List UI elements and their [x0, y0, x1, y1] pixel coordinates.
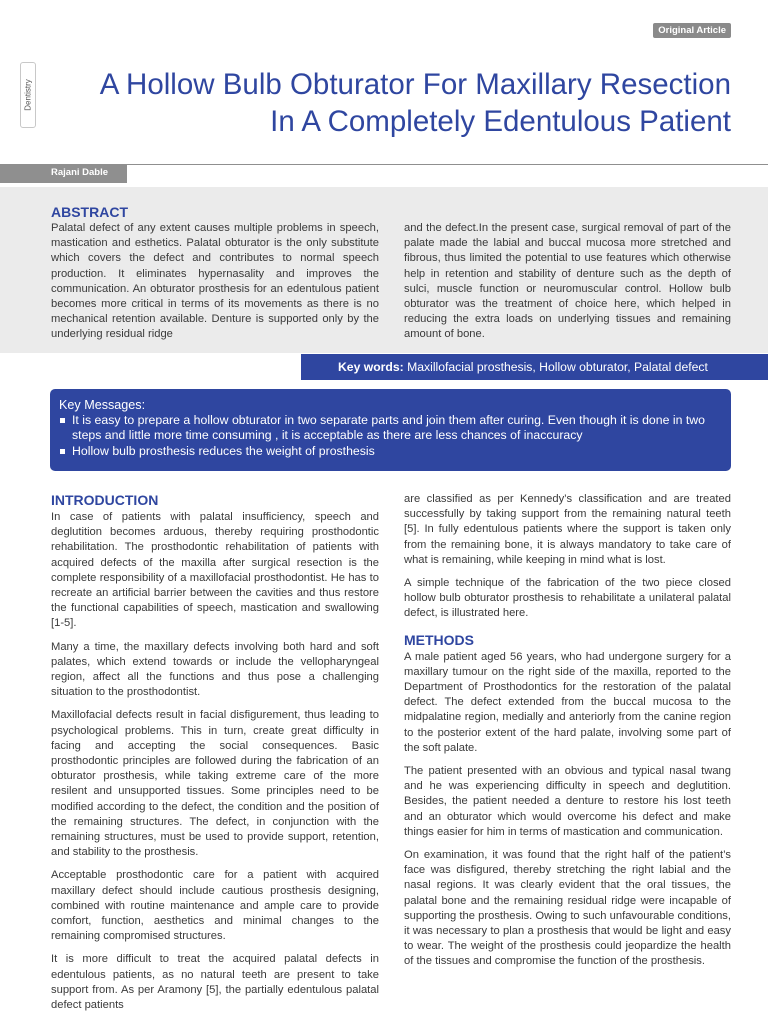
- keywords-label: Key words:: [338, 360, 404, 374]
- body-paragraph: It is more difficult to treat the acquired palatal defects in edentulous patients, as no natural teeth are present to take support from. As per Aramony [5], the partially edentulous palatal defect patients: [51, 953, 379, 1012]
- title-line-1: A Hollow Bulb Obturator For Maxillary Resection: [99, 68, 731, 101]
- body-paragraph: The patient presented with an obvious and typical nasal twang and he was experiencing difficulty in speech and deglutition. Besides, the patient needed a denture to restore his lost teeth and an obturator which would overcome his defect and make things easier for him in terms of mastication and communication.: [404, 765, 731, 838]
- article-title: [50, 66, 731, 140]
- key-message-item: Hollow bulb prosthesis reduces the weight of prosthesis: [59, 444, 719, 459]
- body-paragraph: Acceptable prosthodontic care for a patient with acquired maxillary defect should include cautious prosthesis designing, combined with routine maintenance and ample care to provide comfort, function, aesthetics and minimal changes to the remaining compromised structures.: [51, 869, 379, 943]
- introduction-heading: INTRODUCTION: [51, 492, 159, 508]
- body-paragraph: are classified as per Kennedy’s classification and are treated successfully by taking support from the remaining natural teeth [5]. In fully edentulous patients where the support is taken only from the remaining bone, it is always mandatory to take care of what is remaining, while keeping in mind what is lost.: [404, 493, 731, 566]
- body-paragraph: Many a time, the maxillary defects involving both hard and soft palates, which extend towards or include the vellopharyngeal region, affect all the functions and thus pose a challenging situation to the prosthodontist.: [51, 640, 379, 699]
- abstract-heading: ABSTRACT: [51, 204, 128, 220]
- title-line-2: In A Completely Edentulous Patient: [270, 105, 731, 138]
- body-column-right: [404, 492, 731, 978]
- key-message-item: It is easy to prepare a hollow obturator in two separate parts and join them after curing. Even though it is done in two steps and little more time consuming , it is acceptable as there are less chances of inaccuracy: [59, 413, 719, 444]
- author-bar: [0, 164, 768, 184]
- author-bar-rule: [127, 164, 768, 165]
- section-label-text: Dentistry: [23, 79, 33, 111]
- body-paragraph: In case of patients with palatal insufficiency, speech and deglutition becomes arduous, thereby requiring prosthodontic rehabilitation. The prosthodontic rehabilitation of patients with acquired defects of the maxilla after surgical resection is the complete responsibility of a maxillofacial prosthodontist. He has to recreate an artificial barrier between the cavities and thus restore the functional capabilities of speech, mastication and swallowing [1-5].: [51, 511, 379, 630]
- body-paragraph: A male patient aged 56 years, who had undergone surgery for a maxillary tumour on the right side of the maxilla, reported to the Department of Prosthodontics for the restoration of the palatal defect. The defect extended from the buccal mucosa to the midpalatine region, medially and anteriorly from the canine region to the posterior extent of the hard palate, involving some part of the soft palate.: [404, 650, 731, 754]
- body-paragraph: On examination, it was found that the right half of the patient’s face was disfigured, thereby stretching the right labial and the nasal regions. It was clearly evident that the oral tissues, the palatal bone and the remaining residual ridge were incapable of supporting the prosthesis. Owing to such unfavourable conditions, it was necessary to plan a prosthesis that would be light and easy to wear. The weight of the prosthesis could jeopardize the health of the tissues and compromise the function of the prosthesis.: [404, 849, 731, 968]
- keywords-bar: [301, 354, 768, 380]
- key-messages-list: [59, 413, 719, 459]
- body-paragraph: Maxillofacial defects result in facial disfigurement, thus leading to psychological problems. This in turn, create great difficulty in facing and accepting the social consequences. Basic prosthodontic principles are followed during the fabrication of an obturator prosthesis, while taking extreme care of the more resilent and unsupported tissues. Some principles need to be modified according to the defect, the condition and the position of the remaining structures. The defect, in conjunction with the remaining structures, must be used to provide support, retention, and stability to the prosthesis.: [51, 709, 379, 859]
- author-name: Rajani Dable: [51, 167, 109, 178]
- key-messages-heading: Key Messages:: [59, 398, 146, 412]
- section-label: [20, 62, 36, 128]
- body-paragraph: A simple technique of the fabrication of the two piece closed hollow bulb obturator prosthesis to rehabilitate a unilateral palatal defect, is illustrated here.: [404, 577, 731, 620]
- methods-heading: METHODS: [404, 631, 474, 648]
- keywords-text: Maxillofacial prosthesis, Hollow obturator, Palatal defect: [407, 360, 708, 374]
- article-type-badge: Original Article: [653, 23, 731, 38]
- key-messages-box: [50, 389, 731, 471]
- abstract-text-right: and the defect.In the present case, surgical removal of part of the palate made the labial and buccal mucosa more stretched and fibrous, thus limited the potential to use features which otherwise help in retention and stability of denture such as the depth of sulci, muscle function or neuromuscular control. Hollow bulb obturator was the treatment of choice here, which helped in reducing the extra loads on underlying tissues and remaining amount of bone.: [404, 222, 731, 341]
- body-column-left: [51, 492, 379, 1021]
- abstract-text-left: Palatal defect of any extent causes multiple problems in speech, mastication and esthetics. Palatal obturator is the only substitute which covers the defect and contributes to normal speech production. It eliminates hypernasality and improves the communication. An obturator prosthesis for an edentulous patient becomes more critical in terms of its movements as there is no mechanical retention available. Denture is supported only by the underlying residual ridge: [51, 222, 379, 341]
